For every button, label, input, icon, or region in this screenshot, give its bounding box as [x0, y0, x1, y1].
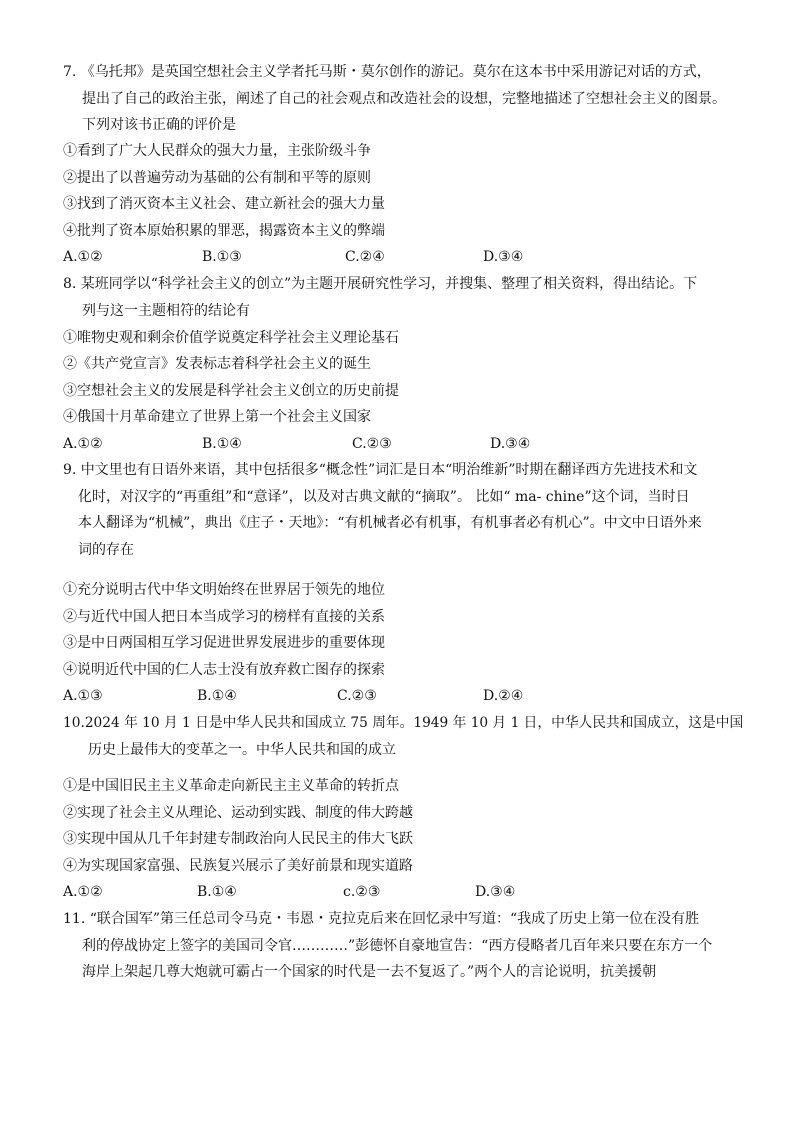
- q9-option-a: A.①③: [63, 688, 103, 704]
- q9-statement-2: ②与近代中国人把日本当成学习的榜样有直接的关系: [63, 609, 385, 625]
- q7-option-b: B.①③: [202, 249, 242, 265]
- q7-statement-2: ②提出了以普遍劳动为基础的公有制和平等的原则: [63, 170, 371, 186]
- q10-option-b: B.①④: [197, 884, 237, 900]
- q8-statement-3: ③空想社会主义的发展是科学社会主义创立的历史前提: [63, 383, 399, 399]
- q9-option-c: C.②③: [337, 688, 377, 704]
- q8-statement-2: ②《共产党宣言》发表标志着科学社会主义的诞生: [63, 356, 371, 372]
- q7-stem-line-3: 下列对该书正确的评价是: [82, 117, 236, 133]
- q10-statement-3: ③实现中国从几千年封建专制政治向人民民主的伟大飞跃: [63, 831, 413, 847]
- q8-statement-1: ①唯物史观和剩余价值学说奠定科学社会主义理论基石: [63, 330, 399, 346]
- q8-stem-line-1: 8. 某班同学以“科学社会主义的创立”为主题开展研究性学习，并搜集、整理了相关资料，得出结论。下: [63, 276, 698, 292]
- q8-option-d: D.③④: [490, 436, 531, 452]
- q7-statement-4: ④批判了资本原始积累的罪恶，揭露资本主义的弊端: [63, 223, 385, 239]
- q9-statement-1: ①充分说明古代中华文明始终在世界居于领先的地位: [63, 582, 385, 598]
- q10-statement-1: ①是中国旧民主主义革命走向新民主主义革命的转折点: [63, 778, 399, 794]
- q7-stem-line-2: 提出了自己的政治主张，阐述了自己的社会观点和改造社会的设想，完整地描述了空想社会主义的图景。: [82, 91, 726, 107]
- q9-statement-4: ④说明近代中国的仁人志士没有放弃救亡图存的探索: [63, 662, 385, 678]
- q11-stem-line-3: 海岸上架起几尊大炮就可霸占一个国家的时代是一去不复返了。”两个人的言论说明，抗美援朝: [82, 964, 657, 980]
- q9-stem-line-3: 本人翻译为“机械”，典出《庄子・天地》：“有机械者必有机事，有机事者必有机心”。中文中日语外来: [78, 515, 702, 531]
- q7-option-a: A.①②: [63, 249, 103, 265]
- q10-option-a: A.①②: [63, 884, 103, 900]
- q10-option-d: D.③④: [475, 884, 516, 900]
- q10-statement-2: ②实现了社会主义从理论、运动到实践、制度的伟大跨越: [63, 805, 413, 821]
- q8-statement-4: ④俄国十月革命建立了世界上第一个社会主义国家: [63, 409, 371, 425]
- q8-option-c: C.②③: [352, 436, 392, 452]
- q9-option-d: D.②④: [483, 688, 524, 704]
- q8-options: [63, 435, 743, 453]
- q7-options: [63, 248, 743, 266]
- q7-option-c: C.②④: [345, 249, 385, 265]
- q7-statement-3: ③找到了消灭资本主义社会、建立新社会的强大力量: [63, 196, 385, 212]
- q7-statement-1: ①看到了广大人民群众的强大力量，主张阶级斗争: [63, 143, 371, 159]
- q9-stem-line-4: 词的存在: [78, 542, 134, 558]
- q9-stem-line-1: 9. 中文里也有日语外来语，其中包括很多“概念性”词汇是日本“明治维新”时期在翻译西方先进技术和文: [63, 462, 698, 478]
- q9-statement-3: ③是中日两国相互学习促进世界发展进步的重要体现: [63, 635, 385, 651]
- q8-option-a: A.①②: [63, 436, 103, 452]
- q10-stem-line-2: 历史上最伟大的变革之一。中华人民共和国的成立: [88, 742, 396, 758]
- q8-option-b: B.①④: [202, 436, 242, 452]
- q11-stem-line-1: 11. “联合国军”第三任总司令马克・韦恩・克拉克后来在回忆录中写道：“我成了历史上第一位在没有胜: [63, 911, 700, 927]
- q9-option-b: B.①④: [197, 688, 237, 704]
- q7-stem-line-1: 7. 《乌托邦》是英国空想社会主义学者托马斯・莫尔创作的游记。莫尔在这本书中采用游记对话的方式，: [63, 64, 711, 80]
- q8-stem-line-2: 列与这一主题相符的结论有: [82, 303, 250, 319]
- q10-options: [63, 883, 743, 901]
- q10-option-c: c.②③: [343, 884, 381, 900]
- q9-options: [63, 687, 743, 705]
- q11-stem-line-2: 利的停战协定上签字的美国司令官…………”彭德怀自豪地宣告：“西方侵略者几百年来只要在东方一个: [82, 938, 713, 954]
- q10-stem-line-1: 10.2024 年 10 月 1 日是中华人民共和国成立 75 周年。1949 年 10 月 1 日，中华人民共和国成立，这是中国: [63, 715, 744, 731]
- q7-option-d: D.③④: [483, 249, 524, 265]
- q10-statement-4: ④为实现国家富强、民族复兴展示了美好前景和现实道路: [63, 858, 413, 874]
- q9-stem-line-2: 化时，对汉字的“再重组”和“意译”，以及对古典文献的“摘取”。 比如“ ma- chine”这个词，当时日: [78, 489, 690, 505]
